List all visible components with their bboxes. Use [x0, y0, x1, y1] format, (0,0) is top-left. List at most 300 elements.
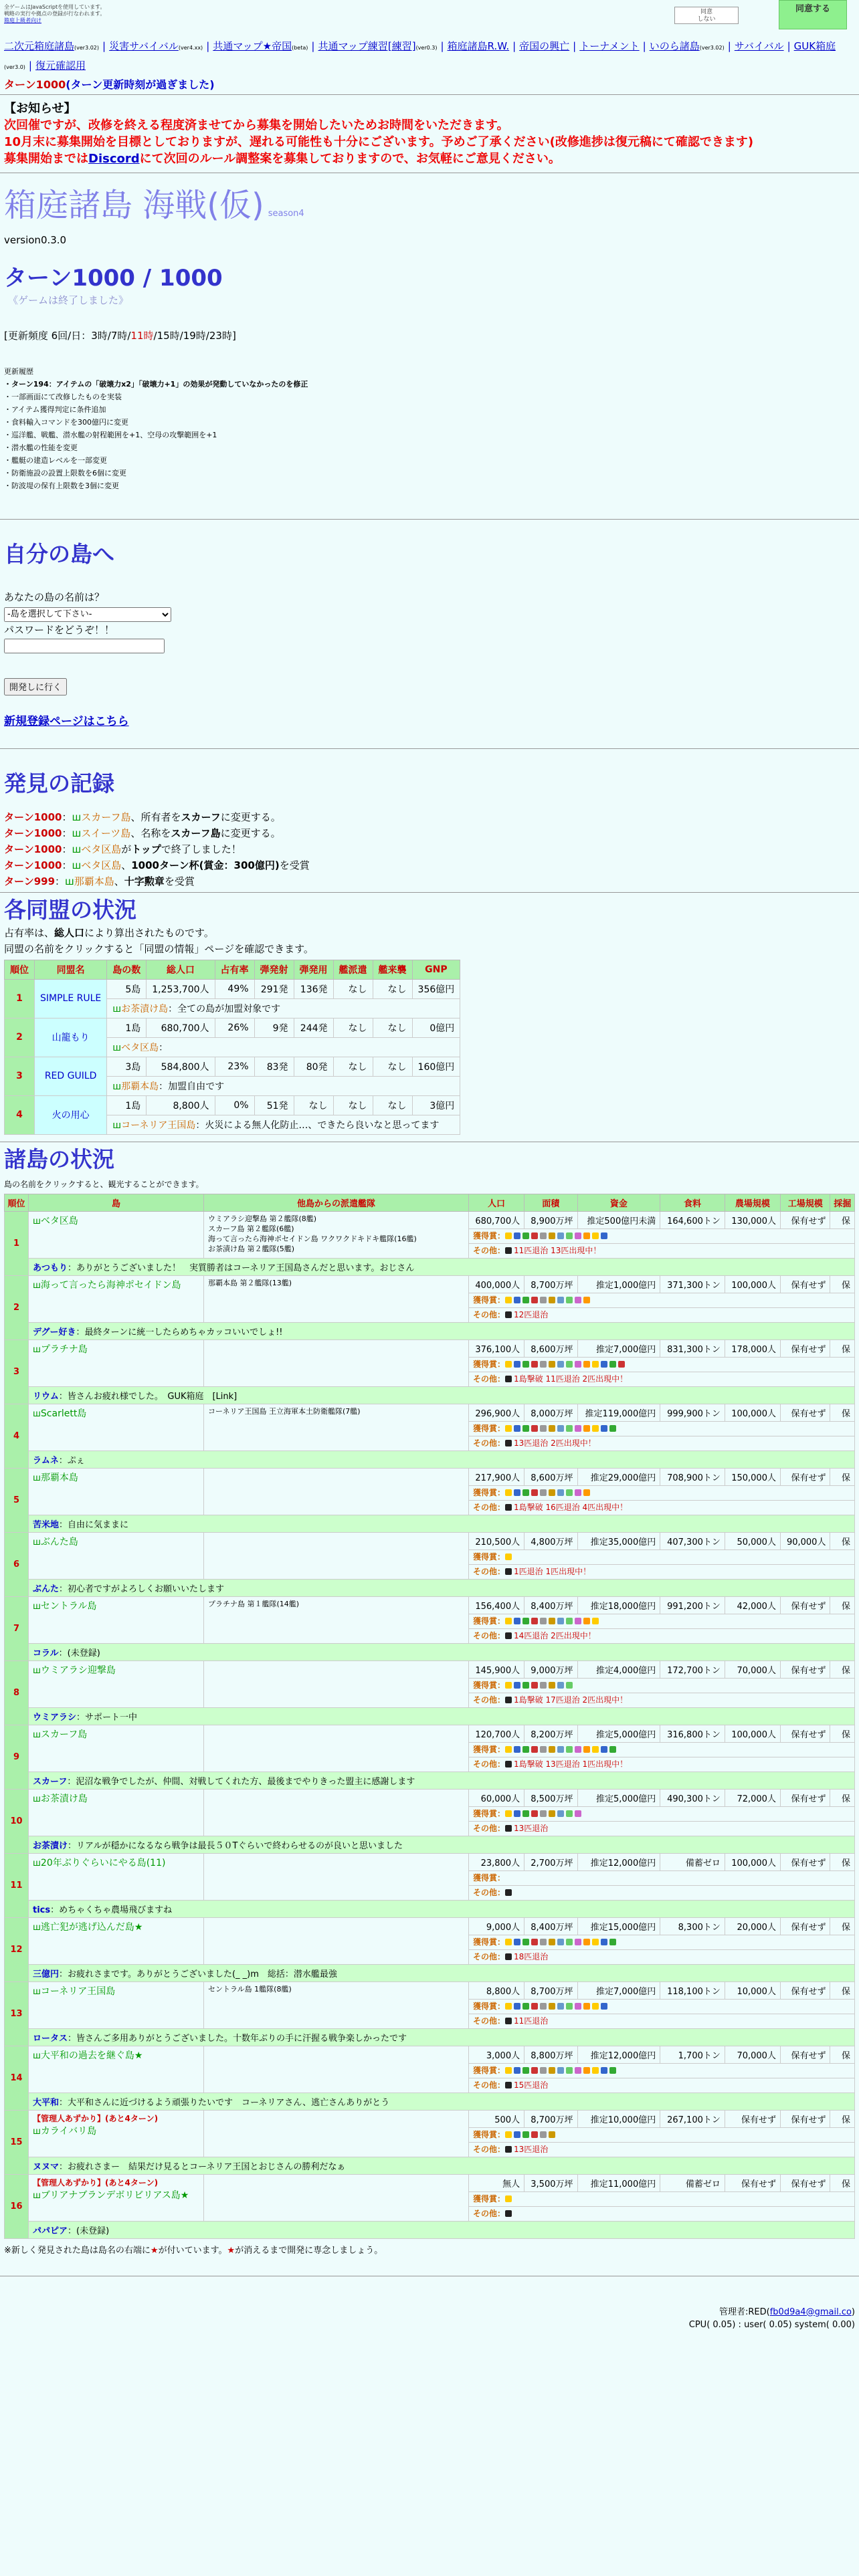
- island-awards: [469, 1999, 855, 2014]
- turn-heading: ターン1000 / 1000: [4, 265, 223, 292]
- award-icon: [583, 2003, 590, 2010]
- island-comment-row: [5, 2092, 855, 2110]
- island-stat-pop: 500人: [469, 2110, 524, 2127]
- divider: [0, 94, 859, 95]
- award-icon: [601, 1425, 607, 1432]
- announcement-line3-post: にて次回のルール調整案を募集しておりますので、お気軽にご意見ください。: [139, 152, 561, 166]
- update-history: [0, 342, 859, 492]
- alliance-info1-bold: 総人口: [54, 926, 85, 939]
- alliance-leader-island: コーネリア王国島: [121, 1119, 196, 1131]
- island-name-link[interactable]: カライバリ島: [40, 2125, 97, 2137]
- awards-label: 獲得賞：: [473, 2065, 506, 2075]
- island-row: [5, 1981, 855, 1999]
- island-icon: ш: [72, 843, 82, 855]
- monster-icon: [505, 1761, 512, 1767]
- awards-label: 獲得賞：: [473, 1295, 506, 1305]
- award-icons: [505, 1295, 592, 1305]
- award-icon: [601, 2003, 607, 2010]
- alliance-message-text: ：: [159, 1042, 169, 1053]
- award-icons: [505, 2002, 609, 2011]
- alliance-cell-d: なし: [373, 1095, 412, 1115]
- award-icon: [549, 2131, 555, 2138]
- alliance-name-link[interactable]: SIMPLE RULE: [35, 979, 107, 1018]
- award-icon: [522, 2131, 529, 2138]
- discovery-heading: 発見の記録: [4, 770, 114, 796]
- monster-icon: [505, 1632, 512, 1639]
- award-icon: [514, 1746, 520, 1753]
- awards-label: 獲得賞：: [473, 1937, 506, 1947]
- alliance-message-text: ：全ての島が加盟対象です: [168, 1003, 281, 1014]
- island-comment-row: [5, 1964, 855, 1981]
- award-icon: [540, 1618, 547, 1624]
- island-stat-mine: 保: [830, 1981, 855, 1999]
- award-icon: [505, 1939, 512, 1945]
- login-heading: 自分の島へ: [4, 541, 114, 567]
- island-stat-fac: 保有せず: [780, 2046, 830, 2063]
- island-stat-mine: 保: [830, 1853, 855, 1870]
- island-stat-area: 8,700万坪: [524, 1981, 577, 1999]
- award-icon: [522, 2067, 529, 2074]
- nav-link[interactable]: GUK箱庭: [793, 40, 836, 52]
- alliance-info1-post: により算出されたものです。: [84, 926, 214, 939]
- award-icon: [575, 1489, 581, 1496]
- awards-label: 獲得賞：: [473, 1872, 506, 1883]
- island-name-link[interactable]: ブリアナブランデボリビリアス島★: [40, 2189, 189, 2201]
- island-stat-mine: 保: [830, 1275, 855, 1293]
- nav-link[interactable]: 復元確認用: [35, 60, 86, 72]
- award-icon: [609, 1425, 616, 1432]
- island-other: [469, 1500, 855, 1515]
- island-stat-pop: 680,700人: [469, 1211, 524, 1228]
- island-stat-pop: 60,000人: [469, 1789, 524, 1806]
- alliance-cell-d: なし: [373, 979, 412, 998]
- monster-icon: [505, 2210, 512, 2217]
- awards-label: 獲得賞：: [473, 1616, 506, 1626]
- award-icons: [505, 2194, 514, 2204]
- island-stat-farm: 10,000人: [725, 1981, 780, 1999]
- island-other-text: 18匹退治: [514, 1951, 549, 1961]
- awards-label: 獲得賞：: [473, 2129, 506, 2139]
- island-name-link[interactable]: Scarlett島: [40, 1408, 87, 1419]
- award-icon: [540, 1939, 547, 1945]
- island-name-link[interactable]: 海って言ったら海神ポセイドン島: [40, 1279, 181, 1291]
- award-icon: [549, 1489, 555, 1496]
- island-column-header: 農場規模: [725, 1194, 780, 1211]
- game-over-label: 《ゲームは終了しました》: [8, 294, 129, 306]
- island-stat-fund: 推定7,000億円: [577, 1339, 660, 1357]
- island-stat-area: 8,400万坪: [524, 1596, 577, 1614]
- award-icon: [618, 1361, 625, 1368]
- nav-link[interactable]: 災害サバイバル: [109, 40, 179, 52]
- award-icon: [505, 1746, 512, 1753]
- history-item: ・アイテム獲得判定に条件追加: [4, 405, 106, 414]
- award-icon: [549, 1232, 555, 1239]
- monster-icon: [505, 1504, 512, 1511]
- comment-owner: 三億円: [33, 1969, 60, 1979]
- island-name-link[interactable]: お茶漬け島: [40, 1793, 88, 1804]
- island-stat-food: 490,300トン: [660, 1789, 725, 1806]
- island-admin-tag: 【管理人あずかり】(あと4ターン): [33, 2113, 159, 2123]
- island-comment: [29, 1322, 855, 1339]
- comment-owner: パパピア: [33, 2226, 68, 2236]
- island-stat-food: 267,100トン: [660, 2110, 725, 2127]
- nav-link[interactable]: 帝国の興亡: [519, 40, 570, 52]
- award-icon: [505, 1553, 512, 1560]
- agree-button[interactable]: [779, 0, 847, 29]
- nav-link-version: (ver3.0): [4, 64, 25, 70]
- award-icon: [557, 2067, 564, 2074]
- comment-text: ：めちゃくちゃ農場飛びますね: [50, 1905, 173, 1915]
- comment-text: ：大平和さんに近づけるよう頑張りたいです コーネリアさん、逃亡さんありがとう: [59, 2097, 390, 2108]
- nav-separator: |: [727, 40, 731, 52]
- comment-text: ：お疲れさまー 結果だけ見るとコーネリア王国とおじさんの勝利だなぁ: [59, 2161, 346, 2172]
- other-label: その他：: [473, 1823, 506, 1833]
- top-note-line2: 戦略の実行や拠点の登録が行なわれます。: [4, 11, 106, 17]
- nav-link[interactable]: 共通マップ練習[練習]: [318, 40, 416, 52]
- monster-icon: [505, 2146, 512, 2153]
- island-name-cell: [29, 1789, 204, 1836]
- island-stat-farm: 42,000人: [725, 1596, 780, 1614]
- alliance-leader-island: ベタ区島: [121, 1042, 159, 1053]
- island-name-link[interactable]: ぶんた島: [40, 1536, 78, 1547]
- island-stat-pop: 296,900人: [469, 1404, 524, 1421]
- alliance-column-header: 艦派遣: [333, 960, 373, 979]
- alliance-cell-c: なし: [333, 1095, 373, 1115]
- nav-link[interactable]: サバイバル: [734, 40, 784, 52]
- island-comment-row: [5, 2221, 855, 2238]
- award-icon: [505, 1810, 512, 1817]
- award-icons: [505, 2066, 618, 2075]
- comment-text: ：サポート一中: [76, 1712, 138, 1723]
- awards-label: 獲得賞：: [473, 1487, 506, 1497]
- disagree-button[interactable]: [674, 7, 739, 24]
- island-icon: ш: [65, 875, 74, 887]
- admin-email-link[interactable]: fb0d9a4@gmail.co: [769, 2306, 852, 2317]
- award-icon: [540, 2131, 547, 2138]
- award-icon: [557, 1682, 564, 1689]
- alliance-cell-share: 23%: [215, 1057, 254, 1076]
- awards-label: 獲得賞：: [473, 1230, 506, 1241]
- alliance-heading: 各同盟の状況: [4, 896, 136, 923]
- alliance-leader-island: 那覇本島: [121, 1081, 159, 1092]
- alliance-column-header: 島の数: [107, 960, 147, 979]
- island-comment: [29, 1772, 855, 1789]
- island-icon: ш: [112, 1081, 122, 1092]
- award-icon: [566, 1425, 573, 1432]
- comment-owner: スカーフ: [33, 1776, 68, 1787]
- island-name-link[interactable]: プラチナ島: [40, 1344, 88, 1355]
- island-icon: ш: [33, 1216, 41, 1226]
- award-icon: [557, 1746, 564, 1753]
- island-stat-farm: 50,000人: [725, 1532, 780, 1549]
- award-icon: [540, 2003, 547, 2010]
- island-icon: ш: [33, 1344, 41, 1355]
- award-icon: [514, 1618, 520, 1624]
- island-stat-farm: 70,000人: [725, 2046, 780, 2063]
- monster-icon: [505, 1568, 512, 1575]
- discovery-target: 1000ターン杯(賞金：300億円): [131, 859, 280, 871]
- award-icon: [540, 1425, 547, 1432]
- island-row: [5, 2174, 855, 2191]
- award-icon: [549, 1810, 555, 1817]
- award-icon: [583, 1361, 590, 1368]
- nav-separator: |: [102, 40, 106, 52]
- island-stat-pop: 376,100人: [469, 1339, 524, 1357]
- island-stat-fac: 保有せず: [780, 1339, 830, 1357]
- award-icon: [514, 1810, 520, 1817]
- password-input[interactable]: [4, 639, 165, 653]
- island-stat-food: 164,600トン: [660, 1211, 725, 1228]
- island-icon: ш: [112, 1042, 122, 1053]
- discord-link[interactable]: Discord: [88, 152, 140, 166]
- discovery-target: スカーフ島: [171, 827, 221, 839]
- island-comment-row: [5, 2028, 855, 2046]
- alliance-rank: 2: [5, 1018, 35, 1057]
- island-icon: ш: [33, 1794, 41, 1804]
- alliance-info-line2: 同盟の名前をクリックすると「同盟の情報」ページを確認できます。: [4, 942, 314, 955]
- island-rank: 15: [5, 2110, 29, 2174]
- alliance-cell-c: なし: [333, 979, 373, 998]
- alliance-cell-a: 83発: [254, 1057, 294, 1076]
- award-icon: [592, 2003, 599, 2010]
- nav-link-version: (beta): [292, 45, 308, 51]
- nav-link[interactable]: トーナメント: [579, 40, 640, 52]
- island-column-header: 人口: [469, 1194, 524, 1211]
- award-icon: [540, 1297, 547, 1303]
- award-icon: [601, 1232, 607, 1239]
- award-icon: [566, 1810, 573, 1817]
- alliance-name-link[interactable]: 山籠もり: [35, 1018, 107, 1057]
- awards-label: 獲得賞：: [473, 1359, 506, 1369]
- top-note-link[interactable]: 箱庭上級者向け: [4, 17, 41, 23]
- nav-separator: |: [440, 40, 444, 52]
- award-icon: [531, 1810, 538, 1817]
- dispatched-fleets: [204, 1789, 469, 1836]
- islands-table: [4, 1194, 855, 2239]
- comment-owner: tics: [33, 1905, 51, 1915]
- nav-link-version: (ver0.3): [415, 45, 438, 51]
- award-icon: [575, 1939, 581, 1945]
- island-stat-area: 8,800万坪: [524, 2046, 577, 2063]
- comment-text: ：自由に気ままに: [59, 1519, 129, 1530]
- nav-link-version: (ver4.xx): [178, 45, 203, 51]
- island-name-link[interactable]: ウミアラシ迎撃島: [40, 1665, 116, 1676]
- island-stat-area: 8,500万坪: [524, 1789, 577, 1806]
- island-stat-pop: 9,000人: [469, 1917, 524, 1935]
- award-icon: [522, 2003, 529, 2010]
- dispatched-fleets: [204, 1660, 469, 1707]
- alliance-name-link[interactable]: 火の用心: [35, 1095, 107, 1134]
- develop-button[interactable]: 開発しに行く: [4, 678, 67, 695]
- new-registration-link[interactable]: 新規登録ページはこちら: [4, 714, 129, 728]
- island-comment-row: [5, 2157, 855, 2174]
- discovery-item: [4, 873, 855, 889]
- island-other-text: 13匹退治: [514, 1823, 549, 1833]
- island-comment-row: [5, 1643, 855, 1660]
- island-icon: ш: [33, 1408, 41, 1419]
- island-name-link[interactable]: 那覇本島: [40, 1472, 78, 1483]
- awards-label: 獲得賞：: [473, 2193, 506, 2204]
- award-icon: [601, 2067, 607, 2074]
- island-name-link[interactable]: 逃亡犯が逃げ込んだ島★: [40, 1921, 143, 1933]
- island-stat-pop: 23,800人: [469, 1853, 524, 1870]
- island-rank: 9: [5, 1725, 29, 1789]
- island-stat-fund: 推定35,000億円: [577, 1532, 660, 1549]
- island-name-link[interactable]: ベタ区島: [40, 1215, 78, 1226]
- award-icon: [583, 1232, 590, 1239]
- island-name-cell: [29, 2174, 204, 2221]
- nav-separator: |: [512, 40, 516, 52]
- divider: [0, 892, 859, 893]
- alliance-column-header: 弾発用: [294, 960, 333, 979]
- admin-post: ): [851, 2306, 855, 2317]
- award-icon: [583, 1618, 590, 1624]
- dispatched-fleets: [204, 2110, 469, 2157]
- other-label: その他：: [473, 1566, 506, 1576]
- island-stat-fund: 推定500億円未満: [577, 1211, 660, 1228]
- island-comment: [29, 1707, 855, 1725]
- admin-pre: 管理者:RED(: [719, 2306, 770, 2317]
- history-item: ・防衛施設の設置上限数を6個に変更: [4, 469, 126, 477]
- discovery-island: ベタ区島: [81, 843, 122, 855]
- island-stat-mine: 保: [830, 2046, 855, 2063]
- announcement-line1: 次回催ですが、改修を終える程度済ませてから募集を開始したいためお時間をいただきます。: [4, 118, 509, 132]
- other-label: その他：: [473, 1245, 506, 1255]
- island-awards: [469, 1228, 855, 1243]
- cpu-usage: CPU( 0.05) : user( 0.05) system( 0.00): [688, 2319, 855, 2330]
- dispatched-fleets: [204, 1532, 469, 1579]
- award-icon: [531, 1425, 538, 1432]
- discovery-island: ベタ区島: [81, 859, 122, 871]
- discovery-item: [4, 809, 855, 825]
- award-icon: [549, 1618, 555, 1624]
- island-select[interactable]: [4, 607, 171, 622]
- award-icon: [531, 1232, 538, 1239]
- island-rank: 4: [5, 1404, 29, 1468]
- island-stat-mine: 保: [830, 1339, 855, 1357]
- island-stat-fac: 保有せず: [780, 1660, 830, 1678]
- island-column-header: 食料: [660, 1194, 725, 1211]
- comment-text: ：泥沼な戦争でしたが、仲間、対戦してくれた方、最後までやりきった盟主に感謝します: [67, 1776, 415, 1787]
- island-row: [5, 1339, 855, 1357]
- award-icon: [575, 1618, 581, 1624]
- comment-text: ：最終ターンに統一したらめちゃカッコいいでしょ!!: [76, 1327, 283, 1337]
- award-icon: [522, 1618, 529, 1624]
- island-name-cell: [29, 1917, 204, 1964]
- award-icon: [583, 1297, 590, 1303]
- award-icons: [505, 1745, 618, 1754]
- island-stat-pop: 400,000人: [469, 1275, 524, 1293]
- alliance-rank: 4: [5, 1095, 35, 1134]
- dispatched-fleets: [204, 1339, 469, 1386]
- island-awards: [469, 2063, 855, 2078]
- monster-icon: [505, 1311, 512, 1318]
- island-stat-food: 316,800トン: [660, 1725, 725, 1742]
- dispatched-fleets: [204, 1853, 469, 1900]
- island-rank: 5: [5, 1468, 29, 1532]
- award-icon: [522, 1297, 529, 1303]
- award-icon: [592, 1232, 599, 1239]
- other-label: その他：: [473, 1759, 506, 1769]
- discovery-post: に変更する。: [220, 811, 281, 823]
- award-icon: [514, 2067, 520, 2074]
- island-name-link[interactable]: 大平和の過去を継ぐ島★: [40, 2050, 143, 2061]
- island-stat-mine: 保: [830, 1596, 855, 1614]
- nav-link[interactable]: 共通マップ★帝国: [213, 40, 292, 52]
- island-awards: [469, 1870, 855, 1885]
- island-stat-food: 172,700トン: [660, 1660, 725, 1678]
- island-other-text: 1島撃破 13匹退治 1匹出現中！: [514, 1759, 628, 1769]
- island-rank: 7: [5, 1596, 29, 1660]
- island-rank: 10: [5, 1789, 29, 1853]
- discovery-sep: ：: [62, 859, 72, 871]
- island-name-link[interactable]: 20年ぶりぐらいにやる島(11): [40, 1857, 166, 1868]
- nav-link[interactable]: 箱庭諸島R.W.: [447, 40, 510, 52]
- island-column-header: 資金: [577, 1194, 660, 1211]
- award-icon: [505, 1489, 512, 1496]
- island-name-link[interactable]: スカーフ島: [40, 1729, 88, 1740]
- award-icon: [601, 1939, 607, 1945]
- island-comment: [29, 1579, 855, 1596]
- island-comment: [29, 2092, 855, 2110]
- island-stat-area: 4,800万坪: [524, 1532, 577, 1549]
- island-comment-row: [5, 1579, 855, 1596]
- island-name-link[interactable]: セントラル島: [40, 1600, 97, 1612]
- award-icon: [583, 1939, 590, 1945]
- discovery-mid: 、: [121, 859, 132, 871]
- island-row: [5, 1660, 855, 1678]
- island-stat-food: 1,700トン: [660, 2046, 725, 2063]
- island-other: [469, 1757, 855, 1772]
- alliance-cell-d: なし: [373, 1057, 412, 1076]
- islands-heading: 諸島の状況: [4, 1146, 114, 1172]
- award-icons: [505, 1231, 609, 1241]
- game-title-text: 箱庭諸島 海戦(仮): [4, 187, 264, 224]
- announcement-line2: 10月末に募集開始を目標としておりますが、遅れる可能性も十分にございます。予めご了承ください(改修進捗は復元稿にて確認できます): [4, 135, 754, 149]
- award-icon: [557, 1297, 564, 1303]
- alliance-name-link[interactable]: RED GUILD: [35, 1057, 107, 1095]
- island-icon: ш: [33, 1729, 41, 1740]
- island-stat-area: 8,200万坪: [524, 1725, 577, 1742]
- nav-link[interactable]: いのら諸島: [649, 40, 700, 52]
- island-comment: [29, 1515, 855, 1532]
- award-icon: [566, 1939, 573, 1945]
- island-stat-fund: 推定10,000億円: [577, 2110, 660, 2127]
- island-stat-fund: 推定7,000億円: [577, 1981, 660, 1999]
- island-stat-fund: 推定29,000億円: [577, 1468, 660, 1485]
- nav-separator: |: [573, 40, 577, 52]
- island-name-link[interactable]: コーネリア王国島: [40, 1985, 116, 1997]
- island-row: [5, 1404, 855, 1421]
- award-icon: [514, 1425, 520, 1432]
- island-stat-fac: 保有せず: [780, 1211, 830, 1228]
- award-icon: [522, 1232, 529, 1239]
- history-item: ・巡洋艦、戦艦、潜水艦の射程範囲を+1、空母の攻撃範囲を+1: [4, 431, 217, 439]
- discovery-sep: ：: [55, 875, 66, 887]
- other-label: その他：: [473, 2080, 506, 2090]
- history-item: ・食料輸入コマンドを300億円に変更: [4, 418, 128, 427]
- island-icon: ш: [72, 811, 82, 823]
- award-icon: [514, 1489, 520, 1496]
- nav-link[interactable]: 二次元箱庭諸島: [4, 40, 75, 52]
- alliance-cell-isles: 1島: [107, 1018, 147, 1037]
- comment-owner: リウム: [33, 1391, 59, 1402]
- island-icon: ш: [33, 2126, 41, 2137]
- history-item: ・艦艇の建造レベルを一部変更: [4, 456, 107, 465]
- island-stat-farm: 100,000人: [725, 1853, 780, 1870]
- alliance-cell-a: 291発: [254, 979, 294, 998]
- island-other: [469, 2142, 855, 2157]
